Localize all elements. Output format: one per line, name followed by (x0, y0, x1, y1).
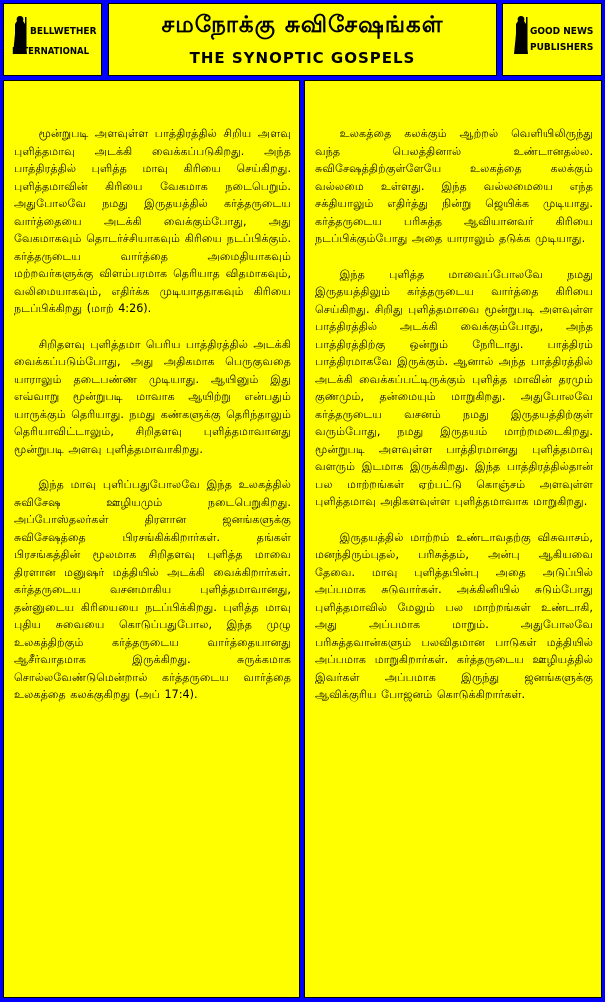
good-news-line1: GOOD NEWS (530, 26, 594, 37)
right-column (304, 80, 602, 998)
paragraph: இருதயத்தில் மாற்றம் உண்டாவதற்கு விசுவாசம், மனந்திரும்புதல், பரிசுத்தம், அன்பு ஆகியவை தேவை. மாவு புளித்தபின்பு அதை அடுப்பில் அப்பமாக சுடுவார்கள். அக்கினியில் சுடும்போது புளித்தமாவில் மேலும் பல மாற்றங்கள் உண்டாகி, அது அப்பமாக மாறும். அதுபோலவே பரிசுத்தவான்களும் பலவிதமான பாடுகள் மத்தியில் அப்பமாக மாறுகிறார்கள். கர்த்தருடைய ஊழியத்தில் இவர்கள் அப்பமாக இருந்து ஜனங்களுக்கு ஆவிக்குரிய போஜனம் கொடுக்கிறார்கள். (315, 530, 593, 701)
paragraph: சிறிதளவு புளித்தமா பெரிய பாத்திரத்தில் அடக்கி வைக்கப்படும்போது, அது அதிகமாக பெருகுவதை யாராலும் தடைபண்ண முடியாது. ஆயினும் இது எவ்வாறு மூன்றுபடி மாவாக ஆயிற்று என்பதும் யாருக்கும் தெரியாது. நமது கண்களுக்கு தெரிந்தாலும் தெரியாவிட்டாலும், சிறிதளவு புளித்தமாவானது மூன்றுபடி அளவு புளித்தமாவாகிறது. (14, 337, 291, 456)
bellwether-logo (3, 3, 102, 76)
page-title-english: THE SYNOPTIC GOSPELS (189, 49, 416, 67)
paragraph: மூன்றுபடி அளவுள்ள பாத்திரத்தில் சிறிய அளவு புளித்தமாவு அடக்கி வைக்கப்படுகிறது. அந்த பாத்திரத்தில் புளித்த மாவு கிரியை செய்கிறது. புளித்தமாவின் கிரியை வேகமாக நடைபெறும். அதுபோலவே நமது இருதயத்தில் கர்த்தருடைய வார்த்தையை அடக்கி வைக்கும்போது, அது வேகமாகவும் தொடர்ச்சியாகவும் கிரியை நடப்பிக்கும். கர்த்தருடைய வார்த்தை அமைதியாகவும் மற்றவர்களுக்கு விளம்பரமாக தெரியாத விதமாகவும், வலிமையாகவும், எதிர்க்க முடியாததாகவும் கிரியை நடப்பிக்கிறது (மாற் 4:26). (14, 127, 291, 315)
paragraph: இந்த மாவு புளிப்பதுபோலவே இந்த உலகத்தில் சுவிசேஷ ஊழியமும் நடைபெறுகிறது. அப்போஸ்தலர்கள் திரளான ஜனங்களுக்கு சுவிசேஷத்தை பிரசங்கிக்கிறார்கள். தங்கள் பிரசங்கத்தின் மூலமாக சிறிதளவு புளித்த மாவை திரளான மனுஷர் மத்தியில் அடக்கி வைக்கிறார்கள். கர்த்தருடைய வசனமாகிய புளித்தமாவானது, தன்னுடைய கிரியையை நடப்பிக்கிறது. புளித்த மாவு புதிய சுவையை கொடுப்பதுபோல, இந்த முழு உலகத்திற்கும் கர்த்தருடைய வார்த்தையானது ஆசீர்வாதமாக இருக்கிறது. சுருக்கமாக சொல்லவேண்டுமென்றால் கர்த்தருடைய வார்த்தை உலகத்தை கலக்குகிறது (அப் 17:4). (14, 478, 291, 701)
title-banner (108, 3, 497, 76)
paragraph: உலகத்தை கலக்கும் ஆற்றல் வெளியிலிருந்து வந்த பெலத்தினால் உண்டானதல்ல. சுவிசேஷத்திற்குள்ளேயே உலகத்தை கலக்கும் வல்லமை உள்ளது. இந்த வல்லமையை எந்த சக்தியாலும் எதிர்த்து நின்று ஜெயிக்க முடியாது. கர்த்தருடைய பரிசுத்த ஆவியானவர் கிரியை நடப்பிக்கும்போது அதை யாராலும் தடுக்க முடியாது. (315, 127, 593, 245)
page-title-tamil: சமநோக்கு சுவிசேஷங்கள் (161, 12, 444, 38)
good-news-logo (502, 3, 602, 76)
bellwether-line2: INTERNATIONAL (12, 46, 90, 57)
shepherd-icon (513, 14, 529, 56)
paragraph: இந்த புளித்த மாவைப்போலவே நமது இருதயத்திலும் கர்த்தருடைய வார்த்தை கிரியை செய்கிறது. சிறிது புளித்தமாவை மூன்றுபடி அளவுள்ள பாத்திரத்தில் அடக்கி வைக்கும்போது, அந்த பாத்திரத்திற்கு ஒன்றும் நேரிடாது. பாத்திரம் பாத்திரமாகவே இருக்கும். ஆனால் அந்த பாத்திரத்தில் அடக்கி வைக்கப்பட்டிருக்கும் புளித்த மாவின் தரமும் குணமும், தன்மையும் மாறுகிறது. அதுபோலவே கர்த்தருடைய வசனம் நமது இருதயத்திற்குள் வரும்போது, நமது இருதயம் மாற்றமடைகிறது. மூன்றுபடி அளவுள்ள பாத்திரமானது புளித்தமாவு வளரும் இடமாக இருக்கிறது. இந்த பாத்திரத்தில்தான் பல மாற்றங்கள் ஏற்பட்டு கொஞ்சம் அளவுள்ள புளித்தமாவு அதிகளவுள்ள புளித்தமாவாக மாறுகிறது. (315, 267, 593, 508)
left-column (3, 80, 300, 998)
bellwether-line1: BELLWETHER (30, 26, 97, 37)
good-news-line2: PUBLISHERS (530, 42, 594, 53)
